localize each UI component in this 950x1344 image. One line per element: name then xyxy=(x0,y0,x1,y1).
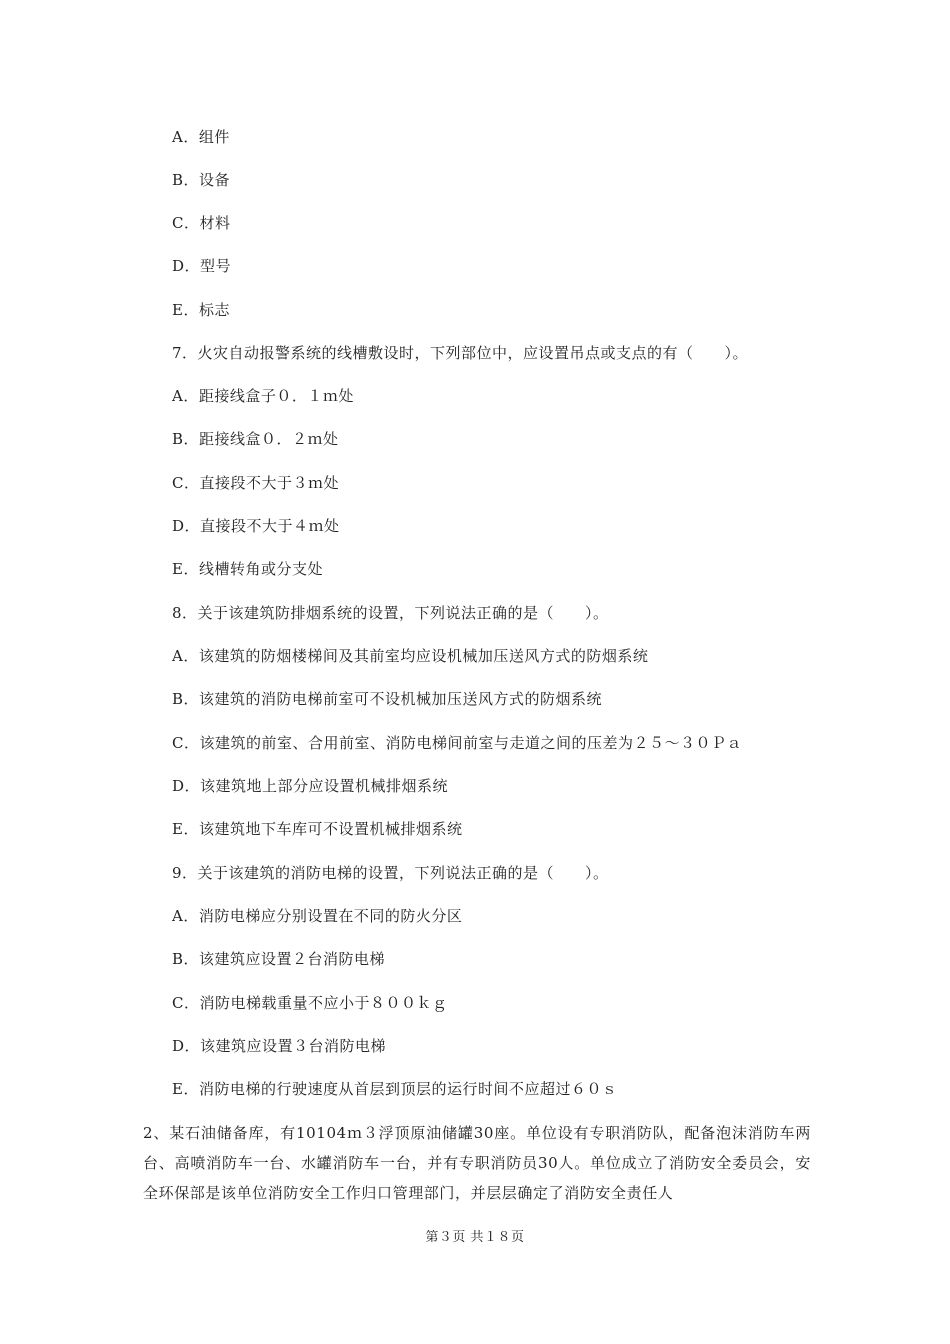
question-7: 7．火灾自动报警系统的线槽敷设时，下列部位中，应设置吊点或支点的有（ ）。 xyxy=(172,344,749,362)
case-paragraph: 2、某石油储备库，有10104ｍ３浮顶原油储罐30座。单位设有专职消防队，配备泡沫消防车两台、高喷消防车一台、水罐消防车一台，并有专职消防员30人。单位成立了消防安全委员会，安全环保部是该单位消防安全工作归口管理部门，并层层确定了消防安全责任人 xyxy=(143,1124,811,1202)
q9-option-e: E．消防电梯的行驶速度从首层到顶层的运行时间不应超过６０ｓ xyxy=(172,1080,618,1098)
q9-option-a: A．消防电梯应分别设置在不同的防火分区 xyxy=(172,907,463,925)
q7-option-e: E．线槽转角或分支处 xyxy=(172,560,323,578)
q9-option-b: B．该建筑应设置２台消防电梯 xyxy=(172,950,386,968)
question-9: 9．关于该建筑的消防电梯的设置，下列说法正确的是（ ）。 xyxy=(172,864,609,882)
option-e-line: E．标志 xyxy=(172,301,230,319)
q7-option-d: D．直接段不大于４ｍ处 xyxy=(172,517,340,535)
q8-option-d: D．该建筑地上部分应设置机械排烟系统 xyxy=(172,777,449,795)
option-c-line: C．材料 xyxy=(172,214,231,232)
option-a-line: A．组件 xyxy=(172,128,230,146)
q7-option-a: A．距接线盒子０．１ｍ处 xyxy=(172,387,354,405)
q8-option-e: E．该建筑地下车库可不设置机械排烟系统 xyxy=(172,820,463,838)
option-b-line: B．设备 xyxy=(172,171,231,189)
q8-option-c: C．该建筑的前室、合用前室、消防电梯间前室与走道之间的压差为２５～３０Ｐａ xyxy=(172,734,742,752)
q9-option-d: D．该建筑应设置３台消防电梯 xyxy=(172,1037,387,1055)
question-8: 8．关于该建筑防排烟系统的设置，下列说法正确的是（ ）。 xyxy=(172,604,609,622)
q8-option-b: B．该建筑的消防电梯前室可不设机械加压送风方式的防烟系统 xyxy=(172,690,603,708)
page-footer: 第３页 共１８页 xyxy=(425,1230,525,1245)
q7-option-c: C．直接段不大于３ｍ处 xyxy=(172,474,339,492)
q7-option-b: B．距接线盒０．２ｍ处 xyxy=(172,430,339,448)
q9-option-c: C．消防电梯载重量不应小于８００ｋｇ xyxy=(172,994,448,1012)
option-d-line: D．型号 xyxy=(172,257,232,275)
q8-option-a: A．该建筑的防烟楼梯间及其前室均应设机械加压送风方式的防烟系统 xyxy=(172,647,649,665)
